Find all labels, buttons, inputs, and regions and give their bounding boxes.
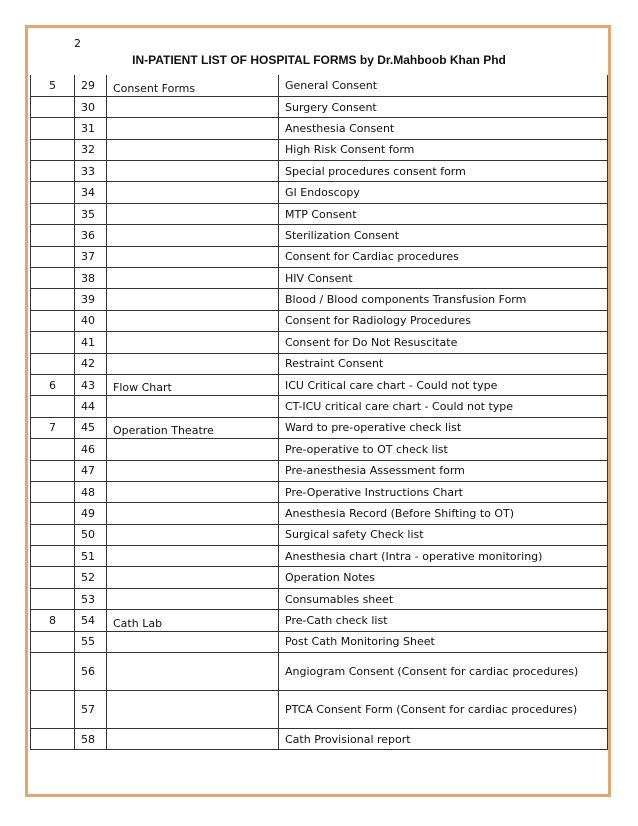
group-number-cell bbox=[31, 546, 75, 567]
form-name-cell: Anesthesia chart (Intra - operative monitoring) bbox=[279, 546, 608, 567]
form-number-cell: 51 bbox=[75, 546, 107, 567]
form-number-cell: 30 bbox=[75, 96, 107, 117]
table-row bbox=[31, 691, 608, 729]
form-name-cell: Restraint Consent bbox=[279, 353, 608, 374]
form-number-cell: 56 bbox=[75, 653, 107, 691]
group-number-cell bbox=[31, 353, 75, 374]
category-cell: Operation Theatre bbox=[107, 417, 279, 438]
category-cell bbox=[107, 96, 279, 117]
category-cell bbox=[107, 396, 279, 417]
form-name-cell: Consent for Cardiac procedures bbox=[279, 246, 608, 267]
table-row bbox=[31, 588, 608, 609]
group-number-cell bbox=[31, 691, 75, 729]
form-name-cell: Cath Provisional report bbox=[279, 729, 608, 750]
form-number-cell: 31 bbox=[75, 118, 107, 139]
table-row bbox=[31, 203, 608, 224]
table-row bbox=[31, 332, 608, 353]
category-cell bbox=[107, 332, 279, 353]
group-number-cell bbox=[31, 588, 75, 609]
category-cell bbox=[107, 439, 279, 460]
table-row bbox=[31, 75, 608, 96]
form-number-cell: 38 bbox=[75, 268, 107, 289]
table-row bbox=[31, 503, 608, 524]
table-row bbox=[31, 246, 608, 267]
form-name-cell: Consumables sheet bbox=[279, 588, 608, 609]
group-number-cell bbox=[31, 503, 75, 524]
group-number-cell bbox=[31, 182, 75, 203]
group-number-cell bbox=[31, 118, 75, 139]
form-name-cell: Post Cath Monitoring Sheet bbox=[279, 631, 608, 652]
form-number-cell: 50 bbox=[75, 524, 107, 545]
category-cell bbox=[107, 691, 279, 729]
form-name-cell: PTCA Consent Form (Consent for cardiac procedures) bbox=[279, 691, 608, 729]
form-name-cell: High Risk Consent form bbox=[279, 139, 608, 160]
table-row bbox=[31, 524, 608, 545]
form-name-cell: Ward to pre-operative check list bbox=[279, 417, 608, 438]
group-number-cell bbox=[31, 161, 75, 182]
form-name-cell: MTP Consent bbox=[279, 203, 608, 224]
form-number-cell: 35 bbox=[75, 203, 107, 224]
table-row bbox=[31, 439, 608, 460]
form-name-cell: Sterilization Consent bbox=[279, 225, 608, 246]
category-cell: Cath Lab bbox=[107, 610, 279, 631]
group-number-cell bbox=[31, 631, 75, 652]
table-row bbox=[31, 460, 608, 481]
group-number-cell: 8 bbox=[31, 610, 75, 631]
form-name-cell: Pre-operative to OT check list bbox=[279, 439, 608, 460]
group-number-cell bbox=[31, 246, 75, 267]
table-row bbox=[31, 225, 608, 246]
table-row bbox=[31, 96, 608, 117]
group-number-cell bbox=[31, 203, 75, 224]
form-number-cell: 41 bbox=[75, 332, 107, 353]
group-number-cell bbox=[31, 225, 75, 246]
category-cell bbox=[107, 653, 279, 691]
form-number-cell: 46 bbox=[75, 439, 107, 460]
table-row bbox=[31, 396, 608, 417]
form-name-cell: Surgical safety Check list bbox=[279, 524, 608, 545]
form-number-cell: 32 bbox=[75, 139, 107, 160]
category-cell bbox=[107, 310, 279, 331]
document-title: IN-PATIENT LIST OF HOSPITAL FORMS by Dr.Mahboob Khan Phd bbox=[132, 53, 506, 67]
group-number-cell: 5 bbox=[31, 75, 75, 96]
form-name-cell: CT-ICU critical care chart - Could not type bbox=[279, 396, 608, 417]
category-cell bbox=[107, 460, 279, 481]
form-name-cell: Consent for Do Not Resuscitate bbox=[279, 332, 608, 353]
group-number-cell bbox=[31, 332, 75, 353]
table-row bbox=[31, 310, 608, 331]
category-cell bbox=[107, 268, 279, 289]
table-row bbox=[31, 546, 608, 567]
category-cell bbox=[107, 524, 279, 545]
table-row bbox=[31, 182, 608, 203]
form-number-cell: 52 bbox=[75, 567, 107, 588]
category-cell bbox=[107, 203, 279, 224]
page-number: 2 bbox=[74, 37, 81, 50]
table-row bbox=[31, 353, 608, 374]
group-number-cell bbox=[31, 139, 75, 160]
category-cell bbox=[107, 567, 279, 588]
table-row bbox=[31, 417, 608, 438]
group-number-cell bbox=[31, 524, 75, 545]
category-cell bbox=[107, 225, 279, 246]
form-name-cell: Anesthesia Record (Before Shifting to OT) bbox=[279, 503, 608, 524]
table-row bbox=[31, 653, 608, 691]
category-cell bbox=[107, 729, 279, 750]
group-number-cell: 7 bbox=[31, 417, 75, 438]
form-number-cell: 29 bbox=[75, 75, 107, 96]
form-number-cell: 48 bbox=[75, 481, 107, 502]
group-number-cell bbox=[31, 729, 75, 750]
category-cell: Flow Chart bbox=[107, 374, 279, 395]
table-row bbox=[31, 374, 608, 395]
group-number-cell bbox=[31, 396, 75, 417]
form-name-cell: Consent for Radiology Procedures bbox=[279, 310, 608, 331]
table-row bbox=[31, 289, 608, 310]
form-number-cell: 49 bbox=[75, 503, 107, 524]
form-number-cell: 47 bbox=[75, 460, 107, 481]
form-name-cell: General Consent bbox=[279, 75, 608, 96]
form-name-cell: Pre-anesthesia Assessment form bbox=[279, 460, 608, 481]
category-cell bbox=[107, 503, 279, 524]
category-cell bbox=[107, 246, 279, 267]
form-name-cell: Blood / Blood components Transfusion Form bbox=[279, 289, 608, 310]
group-number-cell bbox=[31, 653, 75, 691]
category-cell bbox=[107, 161, 279, 182]
table-row bbox=[31, 268, 608, 289]
form-name-cell: HIV Consent bbox=[279, 268, 608, 289]
form-number-cell: 37 bbox=[75, 246, 107, 267]
form-number-cell: 53 bbox=[75, 588, 107, 609]
form-number-cell: 33 bbox=[75, 161, 107, 182]
group-number-cell bbox=[31, 310, 75, 331]
table-row bbox=[31, 481, 608, 502]
form-number-cell: 58 bbox=[75, 729, 107, 750]
category-cell: Consent Forms bbox=[107, 75, 279, 96]
form-number-cell: 45 bbox=[75, 417, 107, 438]
form-number-cell: 44 bbox=[75, 396, 107, 417]
table-row bbox=[31, 139, 608, 160]
category-cell bbox=[107, 118, 279, 139]
form-name-cell: Operation Notes bbox=[279, 567, 608, 588]
form-name-cell: Special procedures consent form bbox=[279, 161, 608, 182]
form-number-cell: 42 bbox=[75, 353, 107, 374]
category-cell bbox=[107, 182, 279, 203]
form-number-cell: 40 bbox=[75, 310, 107, 331]
form-name-cell: Pre-Cath check list bbox=[279, 610, 608, 631]
group-number-cell: 6 bbox=[31, 374, 75, 395]
form-name-cell: Surgery Consent bbox=[279, 96, 608, 117]
form-number-cell: 36 bbox=[75, 225, 107, 246]
category-cell bbox=[107, 289, 279, 310]
table-row bbox=[31, 118, 608, 139]
table-row bbox=[31, 610, 608, 631]
group-number-cell bbox=[31, 289, 75, 310]
group-number-cell bbox=[31, 460, 75, 481]
category-cell bbox=[107, 546, 279, 567]
category-cell bbox=[107, 588, 279, 609]
table-row bbox=[31, 729, 608, 750]
group-number-cell bbox=[31, 268, 75, 289]
category-cell bbox=[107, 481, 279, 502]
category-cell bbox=[107, 139, 279, 160]
group-number-cell bbox=[31, 96, 75, 117]
form-number-cell: 43 bbox=[75, 374, 107, 395]
form-name-cell: Angiogram Consent (Consent for cardiac procedures) bbox=[279, 653, 608, 691]
form-name-cell: ICU Critical care chart - Could not type bbox=[279, 374, 608, 395]
group-number-cell bbox=[31, 439, 75, 460]
forms-table bbox=[30, 75, 608, 750]
group-number-cell bbox=[31, 567, 75, 588]
form-number-cell: 54 bbox=[75, 610, 107, 631]
form-number-cell: 34 bbox=[75, 182, 107, 203]
category-cell bbox=[107, 353, 279, 374]
form-name-cell: Pre-Operative Instructions Chart bbox=[279, 481, 608, 502]
form-number-cell: 39 bbox=[75, 289, 107, 310]
table-row bbox=[31, 161, 608, 182]
form-number-cell: 57 bbox=[75, 691, 107, 729]
form-name-cell: Anesthesia Consent bbox=[279, 118, 608, 139]
table-row bbox=[31, 567, 608, 588]
table-row bbox=[31, 631, 608, 652]
form-name-cell: GI Endoscopy bbox=[279, 182, 608, 203]
category-cell bbox=[107, 631, 279, 652]
form-number-cell: 55 bbox=[75, 631, 107, 652]
group-number-cell bbox=[31, 481, 75, 502]
